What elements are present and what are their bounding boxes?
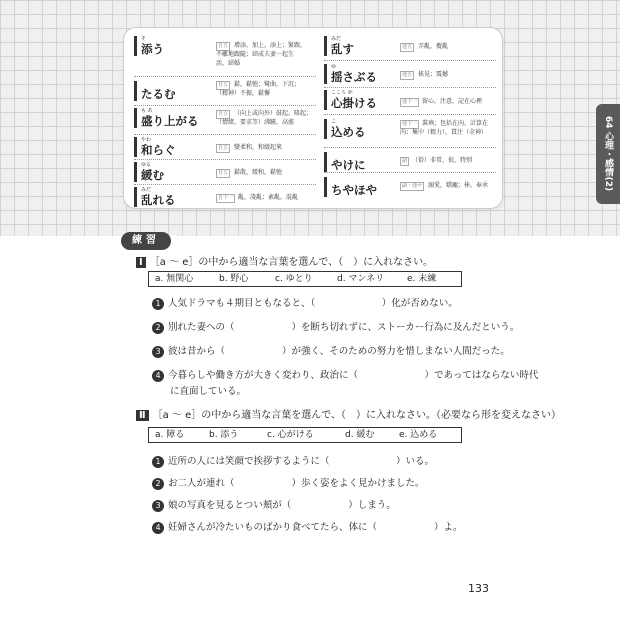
item-number: 4 (152, 522, 164, 534)
definition-line: 內；集中（精力），貫注（全神） (400, 129, 488, 136)
definition-line: （向上或向外）鼓起，隆起； (234, 110, 313, 117)
choice: e. 込める (399, 430, 438, 440)
choice-box (148, 427, 462, 443)
question-item (152, 522, 463, 534)
vocab-entry (134, 106, 316, 135)
question-number: Ⅱ (136, 410, 149, 421)
vocab-word: こころ が 心掛ける (324, 90, 377, 110)
vocab-word: みだ 乱れる (134, 187, 176, 207)
item-text: 娘の写真を見るとつい頬が（ ）しまう。 (168, 500, 396, 511)
vocab-column-right (324, 36, 496, 197)
vocab-word: こ 込める (324, 119, 366, 139)
vocab-word: ちやほや (324, 177, 377, 197)
item-text: 人気ドラマも４期目ともなると、（ ）化が否めない。 (168, 298, 458, 309)
question-item (152, 370, 538, 382)
vocab-entry (134, 77, 316, 106)
question-item (152, 322, 519, 334)
vocab-entry (324, 115, 496, 148)
vocab-entry (324, 61, 496, 88)
choice: d. マンネリ (337, 274, 385, 284)
item-text: お二人が連れ（ ）歩く姿をよく見かけました。 (168, 478, 425, 489)
page-number: 133 (468, 582, 489, 595)
choice: c. ゆとり (275, 274, 313, 284)
item-number: 2 (152, 478, 164, 490)
question-1-heading (136, 253, 433, 268)
definition-line: 溺愛，嬌寵；捧，奉承 (428, 182, 489, 189)
section-badge: 練習 (121, 232, 171, 250)
vocab-word: やわ 和らぐ (134, 137, 176, 157)
vocab-entry (324, 173, 496, 197)
vocab-word: たるむ (134, 81, 176, 101)
item-text: 別れた妻への（ ）を断ち切れずに、ストーカー行為に及んだという。 (168, 322, 520, 333)
definition-line: （精神）不振，鬆懈 (216, 90, 271, 97)
part-of-speech: 他下一 (402, 99, 418, 105)
definition-line: 亂，凌亂；紊亂，混亂 (238, 194, 299, 201)
vocab-word: みだ 乱す (324, 36, 354, 56)
question-number: Ⅰ (136, 257, 146, 268)
chapter-tab: 64 心理・感情(2) (596, 104, 620, 204)
definition-line: 變柔和，和緩起來 (234, 144, 283, 151)
choice: a. 無関心 (155, 274, 194, 284)
definition-line: 弄亂，攪亂 (418, 43, 449, 50)
item-text: 近所の人には笑顔で挨拶するように（ ）いる。 (168, 456, 435, 467)
choice-box (148, 271, 462, 287)
part-of-speech: 自五 (218, 82, 229, 88)
question-2-heading (136, 406, 561, 421)
vocab-word: そ 添う (134, 36, 164, 56)
vocab-column-left (134, 36, 316, 209)
vocab-word: ゆる 緩む (134, 162, 164, 182)
vocab-word: も あ 盛り上がる (134, 108, 199, 128)
definition-line: （情緒、要求等）沸騰，高漲 (216, 119, 295, 126)
choice: e. 未練 (407, 274, 437, 284)
choice: b. 添う (209, 430, 239, 440)
part-of-speech: 自五 (218, 145, 229, 151)
definition-line: 活，結婚 (216, 60, 241, 67)
part-of-speech: 自下一 (218, 195, 234, 201)
item-number: 3 (152, 346, 164, 358)
item-number: 1 (152, 456, 164, 468)
item-number: 1 (152, 298, 164, 310)
choice: b. 野心 (219, 274, 249, 284)
part-of-speech: 副・他サ (402, 183, 423, 189)
vocab-entry (134, 185, 316, 209)
question-item-continuation: に直面している。 (170, 386, 247, 397)
question-item (152, 298, 458, 310)
question-item (152, 346, 510, 358)
definition-line: 留心，注意，記在心裡 (422, 98, 483, 105)
question-instruction: ［a ～ e］の中から適当な言葉を選んで、（ ）に入れなさい。（必要なら形を変えなさい） (152, 410, 562, 421)
part-of-speech: 自五 (218, 43, 229, 49)
item-number: 2 (152, 322, 164, 334)
definition-line: 裝填；包括在內，計算在 (422, 120, 489, 127)
definition-line: （俗）非常，很，特別 (412, 157, 473, 164)
question-item (152, 456, 434, 468)
definition-line: 鬆，鬆弛；彎曲，下沉； (234, 81, 301, 88)
vocab-entry (324, 148, 496, 173)
definition-line: 搖晃；震撼 (418, 71, 449, 78)
vocab-entry (324, 36, 496, 61)
definition-line: 鬆散，緩和，鬆弛 (234, 169, 283, 176)
choice: c. 心がける (267, 430, 314, 440)
vocab-word: ゆ 揺さぶる (324, 64, 377, 84)
item-text: 彼は昔から（ ）が強く、そのための努力を惜しまない人間だった。 (168, 346, 510, 357)
choice: d. 緩む (345, 430, 375, 440)
part-of-speech: 他五 (402, 72, 413, 78)
vocab-entry (134, 160, 316, 185)
vocab-card (124, 28, 502, 208)
question-item (152, 500, 396, 512)
question-item (152, 478, 425, 490)
vocab-entry (134, 135, 316, 160)
choice: a. 障る (155, 430, 185, 440)
item-number: 3 (152, 500, 164, 512)
vocab-entry (134, 36, 316, 77)
part-of-speech: 他下一 (402, 121, 418, 127)
question-instruction: ［a ～ e］の中から適当な言葉を選んで、（ ）に入れなさい。 (149, 257, 434, 268)
part-of-speech: 副 (402, 158, 408, 164)
part-of-speech: 自五 (218, 111, 229, 117)
item-text: 今暮らしや働き方が大きく変わり、政治に（ ）であってはならない時代 (168, 370, 539, 381)
part-of-speech: 自五 (218, 170, 229, 176)
definition-line: 增添，加上，添上；緊跟， (234, 42, 307, 49)
item-text: 妊婦さんが冷たいものばかり食べてたら、体に（ ）よ。 (168, 522, 463, 533)
vocab-word: やけに (324, 152, 366, 172)
item-number: 4 (152, 370, 164, 382)
part-of-speech: 他五 (402, 44, 413, 50)
vocab-entry (324, 88, 496, 115)
definition-line: 不離地跟隨；結成夫妻一起生 (216, 51, 295, 58)
